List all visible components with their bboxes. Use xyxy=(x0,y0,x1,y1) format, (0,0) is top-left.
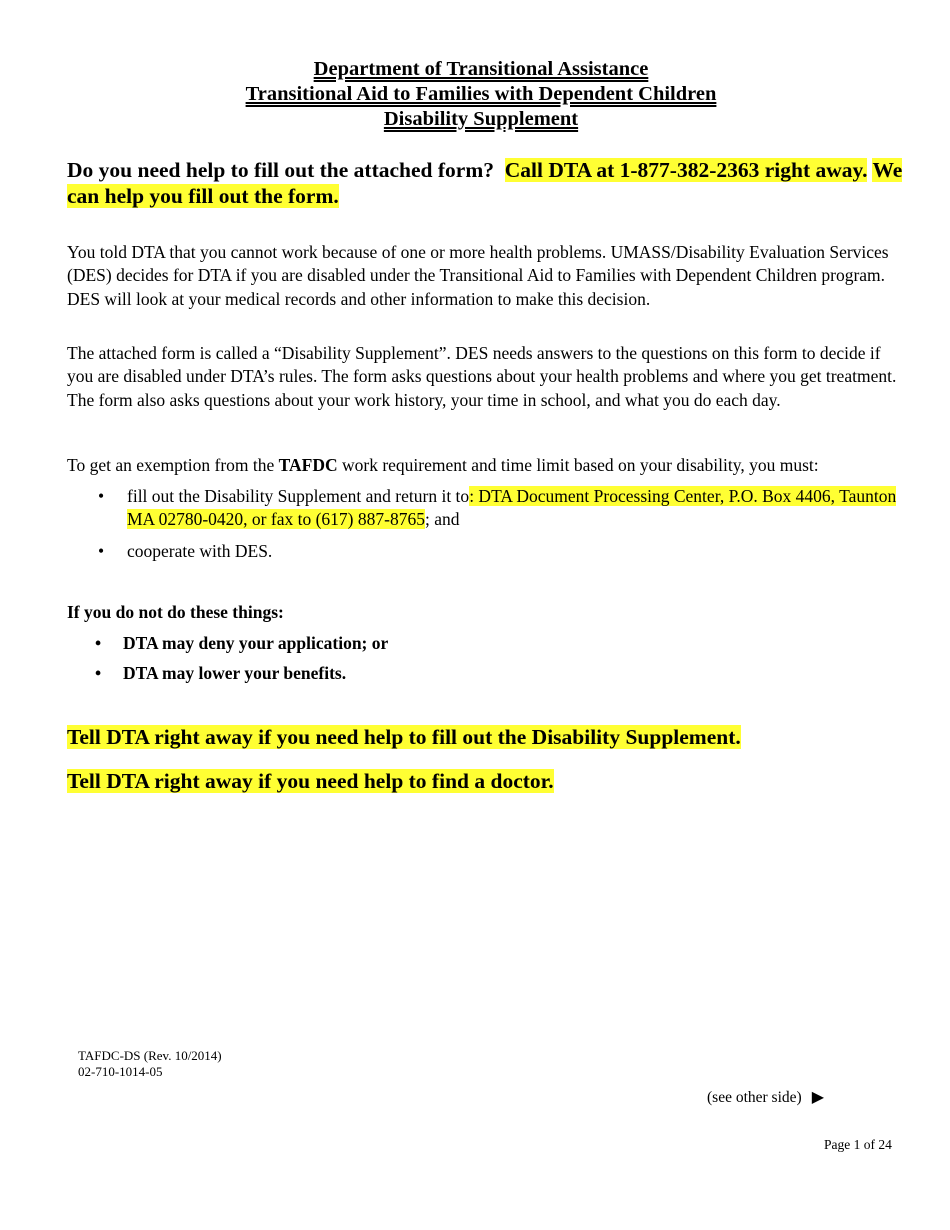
help-call-line-2: We can help you fill out the form. xyxy=(67,158,903,208)
form-revision: TAFDC-DS (Rev. 10/2014) xyxy=(78,1048,222,1063)
help-heading xyxy=(67,157,907,209)
exemption-prefix: To get an exemption from the xyxy=(67,455,279,475)
title-program: Transitional Aid to Families with Dependent Children xyxy=(245,83,717,105)
document-title xyxy=(0,57,950,132)
consequence-2: DTA may lower your benefits. xyxy=(123,663,347,684)
consequence-1: DTA may deny your application; or xyxy=(123,633,389,653)
list-item xyxy=(67,632,907,655)
requirement-1-prefix: fill out the Disability Supplement and return it to xyxy=(127,486,470,506)
requirement-2: cooperate with DES. xyxy=(127,540,273,561)
bullet-icon: • xyxy=(98,486,105,506)
exemption-paragraph xyxy=(67,454,907,477)
help-call-line-1: Call DTA at 1-877-382-2363 right away. xyxy=(504,158,868,182)
notice-find-doctor-text: Tell DTA right away if you need help to find a doctor. xyxy=(67,769,554,793)
notice-help-supplement-text: Tell DTA right away if you need help to fill out the Disability Supplement. xyxy=(67,725,741,749)
page-number: Page 1 of 24 xyxy=(824,1137,892,1152)
requirement-1-suffix: ; and xyxy=(424,509,460,530)
arrow-right-icon: ▶ xyxy=(811,1089,824,1106)
form-identifier xyxy=(78,1048,222,1080)
consequences-list xyxy=(67,632,907,686)
title-agency: Department of Transitional Assistance xyxy=(313,58,649,80)
bullet-icon: • xyxy=(95,663,102,684)
see-other-side xyxy=(707,1088,824,1108)
intro-paragraph: You told DTA that you cannot work because of one or more health problems. UMASS/Disability Evaluation Services (DES) decides for DTA if you are disabled under the Transitional Aid to Families with Dependent Children program. DES will look at your medical records and other information to make this decision. xyxy=(67,242,889,309)
help-question: Do you need help to fill out the attached form? xyxy=(67,158,494,182)
list-item xyxy=(67,540,907,563)
exemption-suffix: work requirement and time limit based on your disability, you must: xyxy=(337,455,819,475)
requirements-list xyxy=(67,485,907,563)
see-other-side-text: (see other side) xyxy=(707,1089,802,1106)
bullet-icon: • xyxy=(98,540,105,561)
bullet-icon: • xyxy=(95,633,102,653)
title-form: Disability Supplement xyxy=(383,108,579,130)
consequences-label: If you do not do these things: xyxy=(67,602,284,622)
requirement-1-address: : DTA Document Processing Center, P.O. Box 4406, Taunton MA 02780-0420, or fax to (617) 887-8765 xyxy=(127,486,897,530)
notice-help-supplement xyxy=(67,724,741,750)
list-item xyxy=(67,485,907,532)
exemption-program-name: TAFDC xyxy=(278,455,338,475)
supplement-paragraph: The attached form is called a “Disability Supplement”. DES needs answers to the questions on this form to decide if you are disabled under DTA’s rules. The form asks questions about your health problems and where you get treatment. The form also asks questions about your work history, your time in school, and what you do each day. xyxy=(67,343,897,410)
form-number: 02-710-1014-05 xyxy=(78,1064,163,1079)
list-item xyxy=(67,662,907,685)
notice-find-doctor xyxy=(67,768,554,794)
